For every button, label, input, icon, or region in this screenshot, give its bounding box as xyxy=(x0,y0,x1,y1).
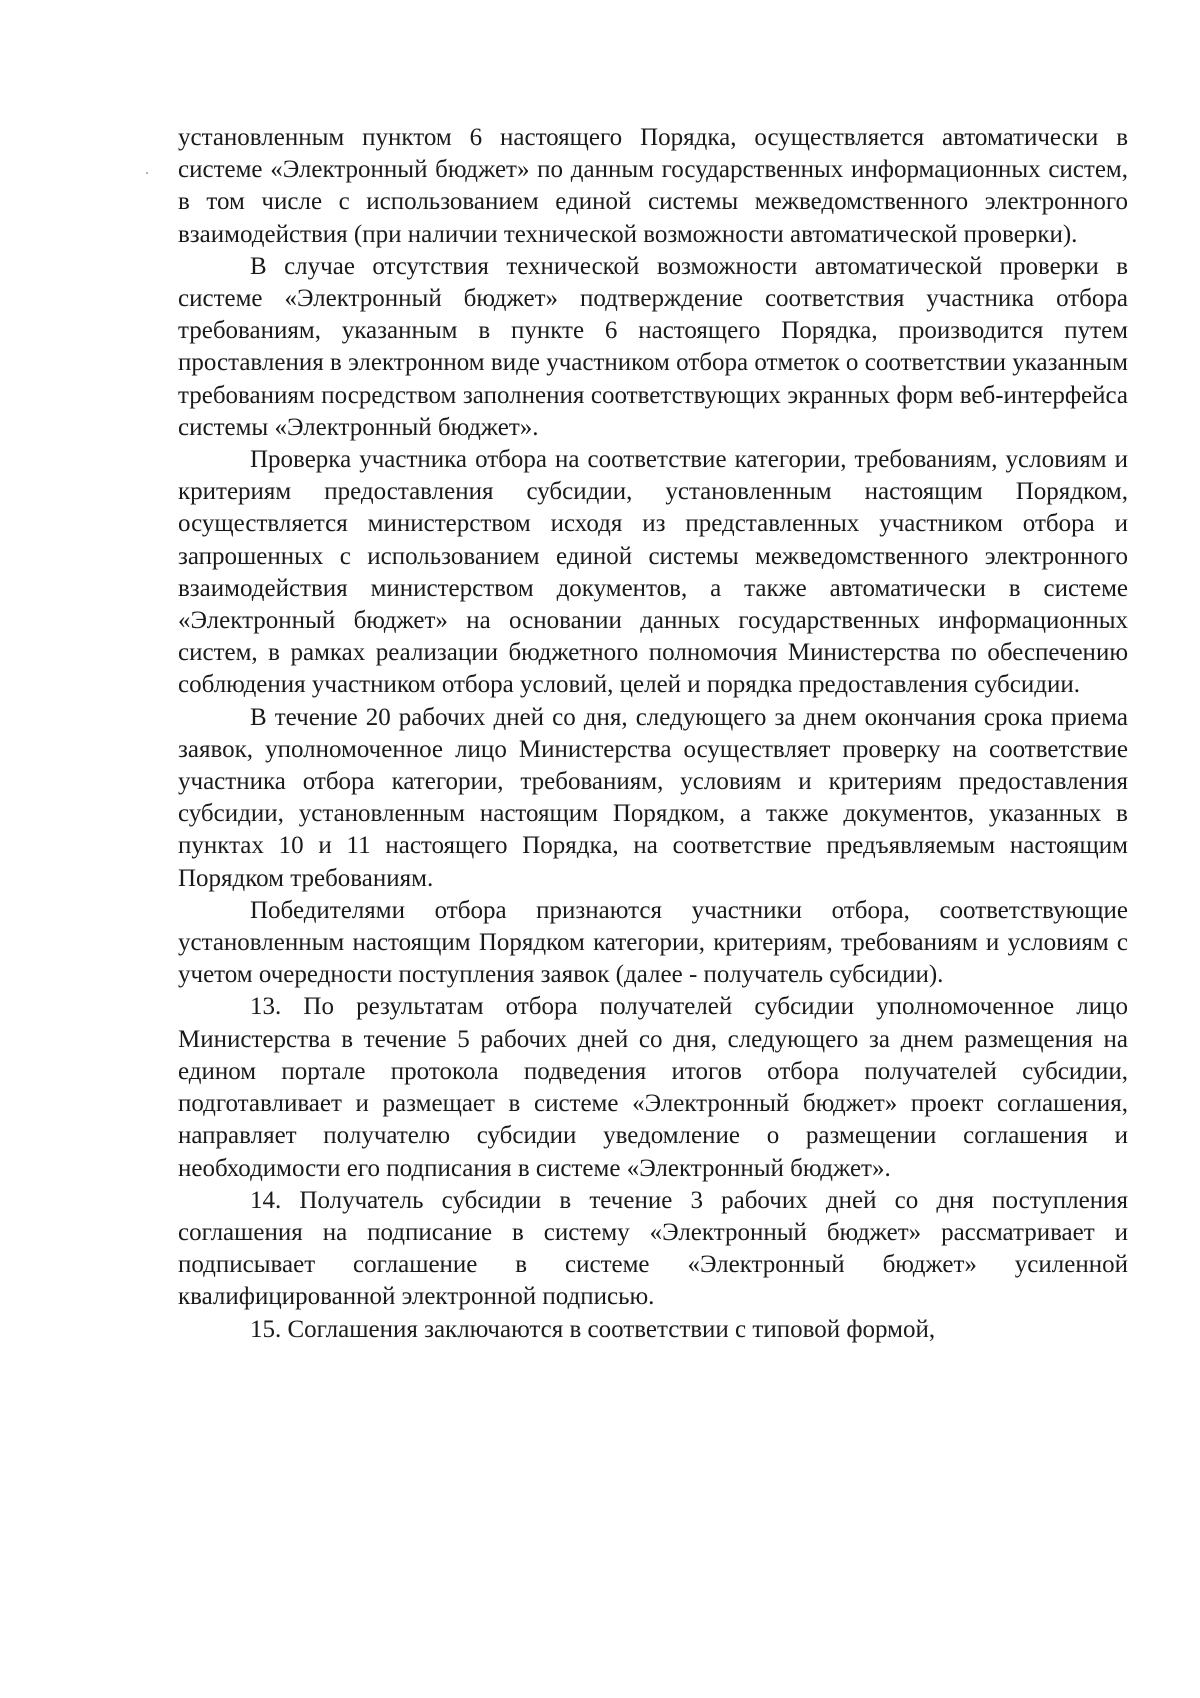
paragraph-20-working-days: В течение 20 рабочих дней со дня, следующего за днем окончания срока приема заявок, уполномоченное лицо Министерства осуществляет проверку на соответствие участника отбора категории, требованиям, условиям и критериям предоставления субсидии, установленным настоящим Порядком, а также документов, указанных в пунктах 10 и 11 настоящего Порядка, на соответствие предъявляемым настоящим Порядком требованиям. xyxy=(178,703,1128,892)
document-page xyxy=(178,122,1128,1346)
paragraph-winners: Победителями отбора признаются участники отбора, соответствующие установленным настоящим Порядком категории, критериям, требованиям и условиям с учетом очередности поступления заявок (далее - получатель субсидии). xyxy=(178,896,1128,989)
paragraph-clause-14: 14. Получатель субсидии в течение 3 рабочих дней со дня поступления соглашения на подписание в систему «Электронный бюджет» рассматривает и подписывает соглашение в системе «Электронный бюджет» усиленной квалифицированной электронной подписью. xyxy=(178,1186,1128,1311)
paragraph-no-technical-possibility: В случае отсутствия технической возможности автоматической проверки в системе «Электронный бюджет» подтверждение соответствия участника отбора требованиям, указанным в пункте 6 настоящего Порядка, производится путем проставления в электронном виде участником отбора отметок о соответствии указанным требованиям посредством заполнения соответствующих экранных форм веб-интерфейса системы «Электронный бюджет». xyxy=(178,252,1128,441)
paragraph-participant-check: Проверка участника отбора на соответствие категории, требованиям, условиям и критериям предоставления субсидии, установленным настоящим Порядком, осуществляется министерством исходя из представленных участником отбора и запрошенных с использованием единой системы межведомственного электронного взаимодействия министерством документов, а также автоматически в системе «Электронный бюджет» на основании данных государственных информационных систем, в рамках реализации бюджетного полномочия Министерства по обеспечению соблюдения участником отбора условий, целей и порядка предоставления субсидии. xyxy=(178,446,1128,699)
paragraph-verification-automatic: установленным пунктом 6 настоящего Порядка, осуществляется автоматически в системе «Электронный бюджет» по данным государственных информационных систем, в том числе с использованием единой системы межведомственного электронного взаимодействия (при наличии технической возможности автоматической проверки). xyxy=(178,124,1128,248)
scan-artifact xyxy=(146,172,148,174)
paragraph-clause-15: 15. Соглашения заключаются в соответствии с типовой формой, xyxy=(250,1315,936,1343)
paragraph-clause-13: 13. По результатам отбора получателей субсидии уполномоченное лицо Министерства в течение 5 рабочих дней со дня, следующего за днем размещения на едином портале протокола подведения итогов отбора получателей субсидии, подготавливает и размещает в системе «Электронный бюджет» проект соглашения, направляет получателю субсидии уведомление о размещении соглашения и необходимости его подписания в системе «Электронный бюджет». xyxy=(178,993,1128,1182)
